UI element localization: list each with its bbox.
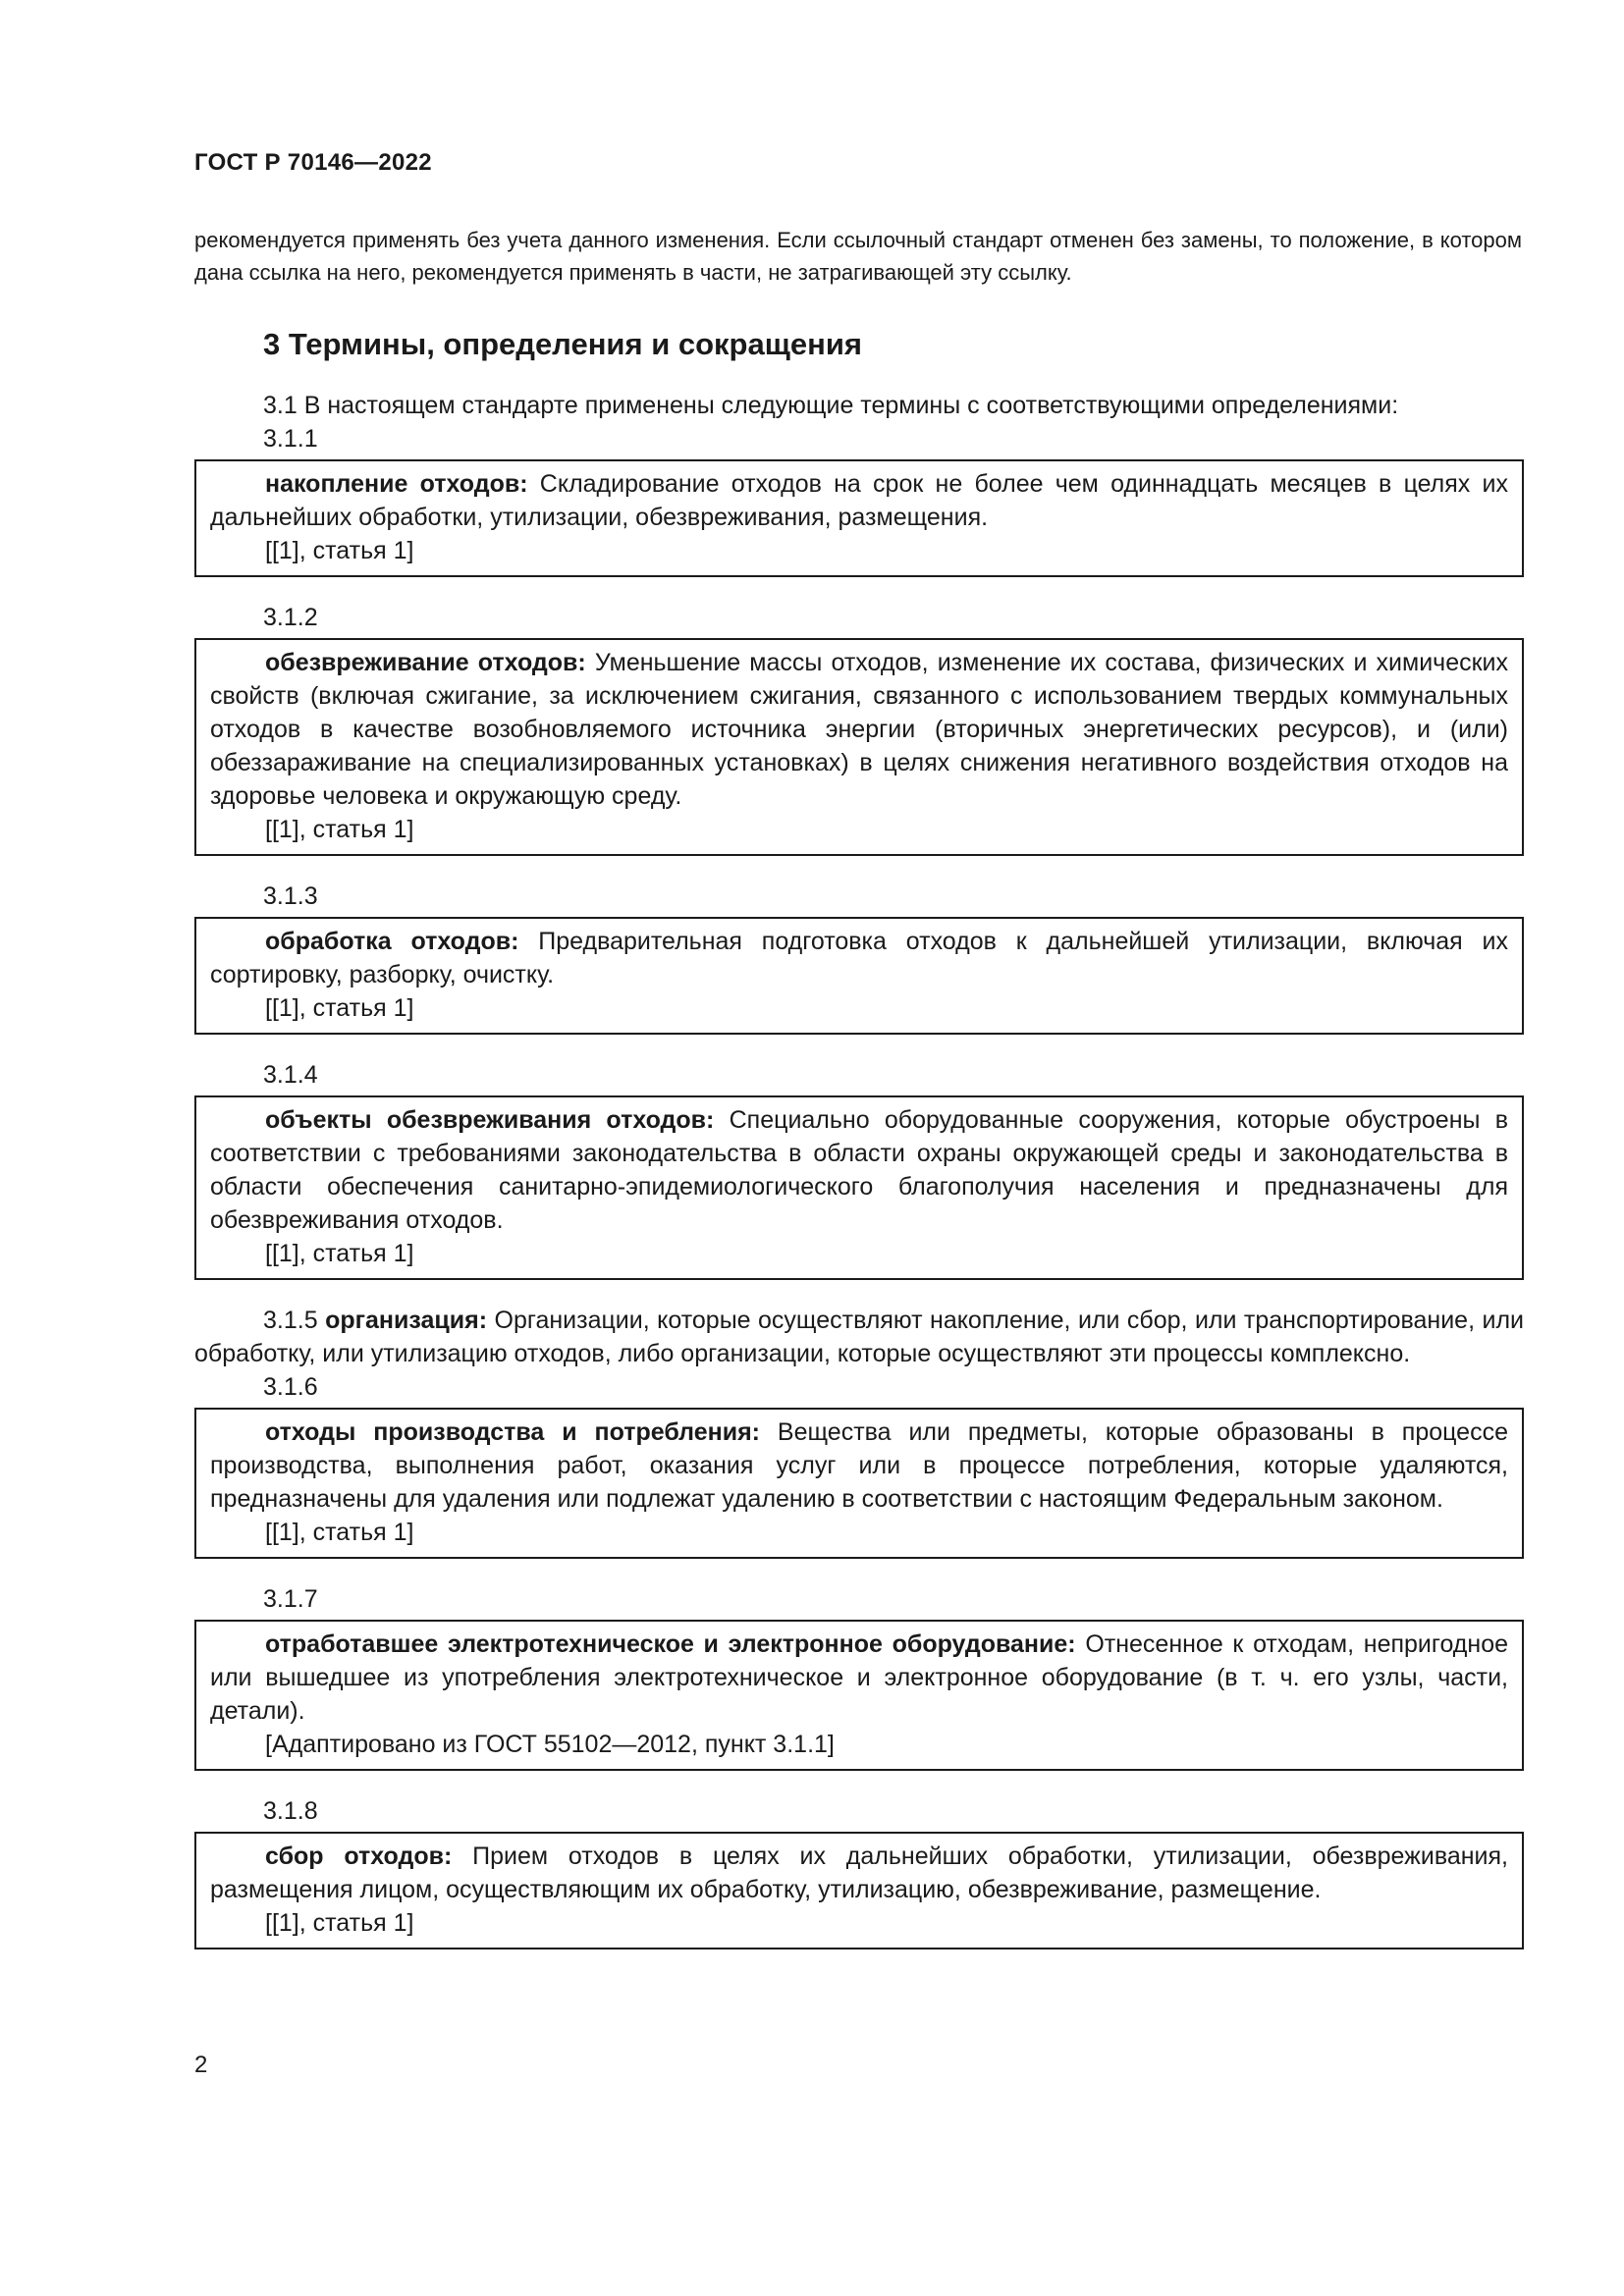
term-definition: Складирование отходов на срок не более чем одиннадцать месяцев в целях их дальнейших обработки, утилизации, обезвреживания, размещения.: [210, 470, 1508, 531]
intro-paragraph: рекомендуется применять без учета данного изменения. Если ссылочный стандарт отменен без замены, то положение, в котором дана ссылка на него, рекомендуется применять в части, не затрагивающей эту ссылку.: [194, 228, 1522, 285]
terms-content: [194, 389, 1524, 1949]
term-definition: Прием отходов в целях их дальнейших обработки, утилизации, обезвреживания, размещения лицом, осуществляющим их обработку, утилизацию, обезвреживание, размещение.: [210, 1842, 1509, 1903]
term-number: 3.1.4: [263, 1061, 318, 1089]
term-name: организация:: [325, 1307, 488, 1334]
term-number: 3.1.6: [263, 1373, 318, 1401]
term-text: [210, 646, 1508, 813]
term-text: [210, 1415, 1508, 1516]
term-name: обработка отходов:: [265, 928, 519, 955]
term-box: [194, 1408, 1524, 1559]
term-source: [[1], статья 1]: [265, 537, 414, 564]
term-name: накопление отходов:: [265, 470, 528, 498]
term-text: [210, 1840, 1508, 1906]
term-text: [210, 467, 1508, 534]
term-definition: Предварительная подготовка отходов к дальнейшей утилизации, включая их сортировку, разборку, очистку.: [210, 928, 1508, 988]
term-text: [210, 1103, 1508, 1237]
section-title: 3 Термины, определения и сокращения: [263, 327, 862, 361]
term-box: [194, 917, 1524, 1035]
term-text: [210, 1628, 1508, 1728]
term-box: [194, 1095, 1524, 1280]
term-source: [Адаптировано из ГОСТ 55102—2012, пункт 3.1.1]: [265, 1731, 835, 1758]
term-definition: Отнесенное к отходам, непригодное или вышедшее из употребления электротехническое и электронное оборудование (в т. ч. его узлы, части, детали).: [210, 1630, 1508, 1725]
document-header: ГОСТ Р 70146—2022: [194, 149, 432, 176]
term-number: 3.1.5: [263, 1307, 318, 1334]
term-definition: Организации, которые осуществляют накопление, или сбор, или транспортирование, или обработку, или утилизацию отходов, либо организации, которые осуществляют эти процессы комплексно.: [194, 1307, 1525, 1367]
term-source: [[1], статья 1]: [265, 1519, 414, 1546]
term-source: [[1], статья 1]: [265, 1240, 414, 1267]
term-source: [[1], статья 1]: [265, 816, 414, 843]
term-number: 3.1.3: [263, 882, 318, 910]
term-number: 3.1.7: [263, 1585, 318, 1613]
term-name: объекты обезвреживания отходов:: [265, 1106, 715, 1134]
term-name: обезвреживание отходов:: [265, 649, 586, 676]
term-number: 3.1.8: [263, 1797, 318, 1825]
term-name: отходы производства и потребления:: [265, 1418, 760, 1446]
term-source: [[1], статья 1]: [265, 994, 414, 1022]
term-definition: Уменьшение массы отходов, изменение их состава, физических и химических свойств (включая сжигание, за исключением сжигания, связанного с использованием твердых коммунальных отходов в качестве возобновляемого источника энергии (вторичных энергетических ресурсов), и (или) обеззараживание на специализированных установках) в целях снижения негативного воздействия отходов на здоровье человека и окружающую среду.: [210, 649, 1508, 810]
term-box: [194, 459, 1524, 577]
term-box: [194, 638, 1524, 856]
term-text: [210, 925, 1508, 991]
term-number: 3.1.2: [263, 604, 318, 631]
section-lead: 3.1 В настоящем стандарте применены следующие термины с соответствующими определениями:: [263, 392, 1399, 419]
term-source: [[1], статья 1]: [265, 1909, 414, 1937]
term-definition: Вещества или предметы, которые образованы в процессе производства, выполнения работ, оказания услуг или в процессе потребления, которые удаляются, предназначены для удаления или подлежат удалению в соответствии с настоящим Федеральным законом.: [210, 1418, 1508, 1513]
term-definition: Специально оборудованные сооружения, которые обустроены в соответствии с требованиями законодательства в области охраны окружающей среды и законодательства в области обеспечения санитарно-эпидемиологического благополучия населения и предназначены для обезвреживания отходов.: [210, 1106, 1508, 1234]
term-box: [194, 1832, 1524, 1949]
inline-term-paragraph: [194, 1304, 1524, 1370]
page-number: 2: [194, 2052, 208, 2078]
term-number: 3.1.1: [263, 425, 318, 453]
term-box: [194, 1620, 1524, 1771]
term-name: отработавшее электротехническое и электронное оборудование:: [265, 1630, 1076, 1658]
term-name: сбор отходов:: [265, 1842, 453, 1870]
